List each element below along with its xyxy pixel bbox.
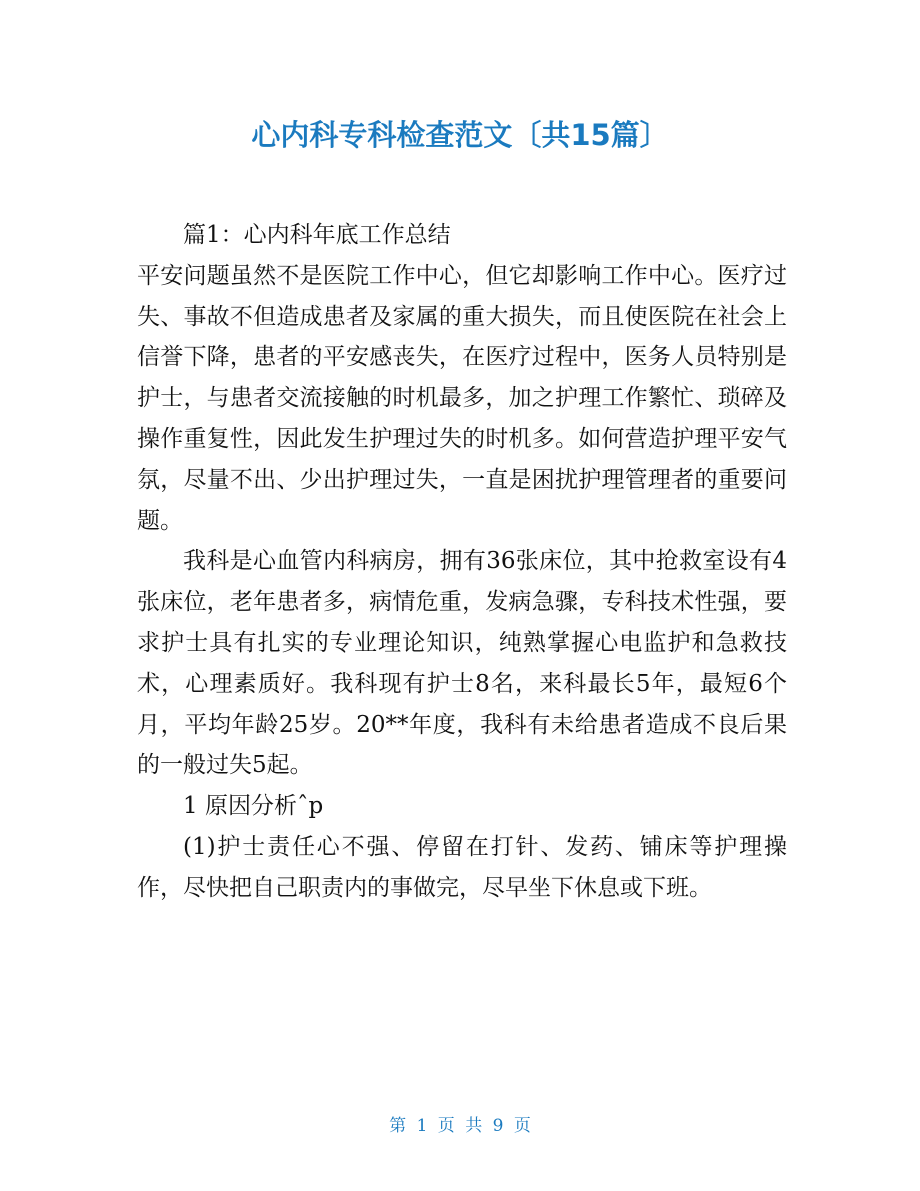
document-body	[137, 215, 787, 909]
document-title: 心内科专科检查范文〔共15篇〕	[251, 118, 669, 152]
paragraph: 我科是心血管内科病房，拥有36张床位，其中抢救室设有4张床位，老年患者多，病情危重，发病急骤，专科技术性强，要求护士具有扎实的专业理论知识，纯熟掌握心电监护和急救技术，心理素质好。我科现有护士8名，来科最长5年，最短6个月，平均年龄25岁。20**年度，我科有未给患者造成不良后果的一般过失5起。	[137, 548, 787, 779]
subsection-heading: 1 原因分析ˆp	[183, 793, 324, 820]
paragraph: 平安问题虽然不是医院工作中心，但它却影响工作中心。医疗过失、事故不但造成患者及家属的重大损失，而且使医院在社会上信誉下降，患者的平安感丧失，在医疗过程中，医务人员特别是护士，与患者交流接触的时机最多，加之护理工作繁忙、琐碎及操作重复性，因此发生护理过失的时机多。如何营造护理平安气氛，尽量不出、少出护理过失，一直是困扰护理管理者的重要问题。	[137, 262, 787, 534]
page-number-footer: 第 1 页 共 9 页	[389, 1116, 531, 1136]
section-heading: 篇1：心内科年底工作总结	[183, 222, 451, 248]
paragraph: (1)护士责任心不强、停留在打针、发药、铺床等护理操作，尽快把自己职责内的事做完，尽早坐下休息或下班。	[137, 833, 787, 901]
